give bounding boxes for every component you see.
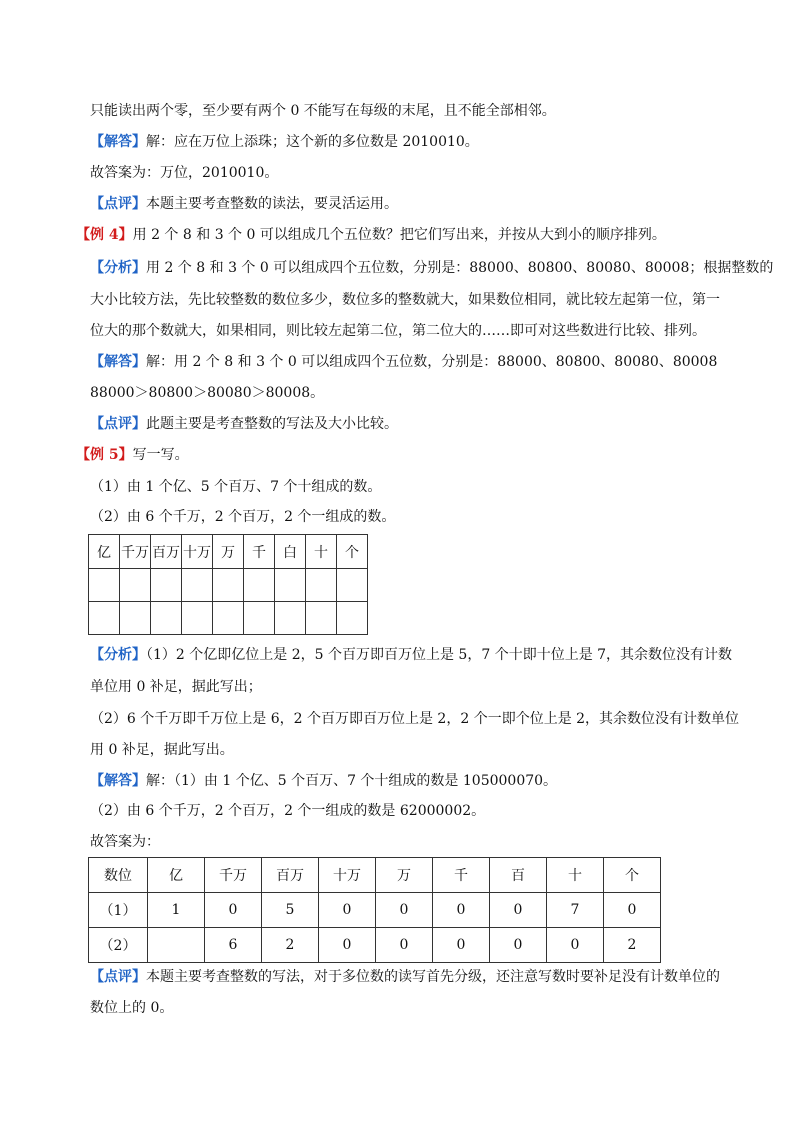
table-header-cell: 百万 bbox=[151, 535, 182, 569]
table-cell bbox=[148, 928, 205, 963]
answer-text: 解：（1）由 1 个亿、5 个百万、7 个十组成的数是 105000070。 bbox=[146, 773, 558, 789]
example-4-heading bbox=[76, 225, 666, 245]
answer-tag: 【解答】 bbox=[90, 134, 146, 150]
answer-text: 解：用 2 个 8 和 3 个 0 可以组成四个五位数，分别是：88000、80800、80080、80008 bbox=[146, 354, 718, 370]
table-cell: 2 bbox=[262, 928, 319, 963]
table-header-cell: 十 bbox=[306, 535, 337, 569]
table-cell bbox=[275, 569, 306, 602]
analysis-text: （1）2 个亿即亿位上是 2，5 个百万即百万位上是 5，7 个十即十位上是 7，其余数位没有计数 bbox=[146, 647, 733, 663]
paragraph-line: （2）由 6 个千万，2 个百万，2 个一组成的数是 62000002。 bbox=[90, 803, 486, 819]
table-cell bbox=[306, 602, 337, 635]
table-header-cell: 百万 bbox=[262, 858, 319, 893]
table-cell bbox=[213, 602, 244, 635]
place-value-table bbox=[88, 534, 368, 635]
answer-tag: 【解答】 bbox=[90, 773, 146, 789]
comment-tag: 【点评】 bbox=[90, 416, 146, 432]
example-5-tag: 【例 5】 bbox=[76, 447, 133, 463]
table-row bbox=[89, 928, 661, 963]
table-cell: 6 bbox=[205, 928, 262, 963]
table-cell: 0 bbox=[490, 893, 547, 928]
paragraph-line: 位大的那个数就大，如果相同，则比较左起第二位，第二位大的……即可对这些数进行比较、排列。 bbox=[90, 323, 706, 339]
paragraph-line: 大小比较方法，先比较整数的数位多少，数位多的整数就大，如果数位相同，就比较左起第一位，第一 bbox=[90, 292, 720, 308]
answer-tag: 【解答】 bbox=[90, 354, 146, 370]
table-row bbox=[89, 535, 368, 569]
comment-line bbox=[90, 967, 720, 987]
table-cell: 0 bbox=[319, 928, 376, 963]
table-cell: 0 bbox=[376, 928, 433, 963]
table-header-cell: 个 bbox=[337, 535, 368, 569]
table-header-cell: 千 bbox=[244, 535, 275, 569]
table-cell bbox=[120, 569, 151, 602]
table-header-cell: 千万 bbox=[120, 535, 151, 569]
table-cell: 5 bbox=[262, 893, 319, 928]
table-cell bbox=[244, 602, 275, 635]
table-header-cell: 千万 bbox=[205, 858, 262, 893]
table-header-cell: 万 bbox=[376, 858, 433, 893]
table-cell: 2 bbox=[604, 928, 661, 963]
paragraph-line: 故答案为： bbox=[90, 834, 160, 850]
table-cell: （1） bbox=[89, 893, 148, 928]
answer-line bbox=[90, 352, 717, 372]
table-header-cell: 数位 bbox=[89, 858, 148, 893]
table-cell bbox=[244, 569, 275, 602]
table-cell bbox=[306, 569, 337, 602]
paragraph-line: 故答案为：万位，2010010。 bbox=[90, 165, 279, 181]
comment-text: 此题主要是考查整数的写法及大小比较。 bbox=[146, 416, 398, 432]
table-header-cell: 十 bbox=[547, 858, 604, 893]
paragraph-line: 数位上的 0。 bbox=[90, 1000, 174, 1016]
table-header-cell: 千 bbox=[433, 858, 490, 893]
paragraph-line: （2）6 个千万即千万位上是 6，2 个百万即百万位上是 2，2 个一即个位上是 2，其余数位没有计数单位 bbox=[90, 711, 740, 727]
table-cell: 0 bbox=[490, 928, 547, 963]
answer-table bbox=[88, 857, 661, 963]
table-row bbox=[89, 858, 661, 893]
table-header-cell: 白 bbox=[275, 535, 306, 569]
table-row bbox=[89, 569, 368, 602]
table-header-cell: 万 bbox=[213, 535, 244, 569]
table-header-cell: 亿 bbox=[89, 535, 120, 569]
analysis-text: 用 2 个 8 和 3 个 0 可以组成四个五位数，分别是：88000、80800、80080、80008；根据整数的 bbox=[146, 260, 774, 276]
table-cell: 0 bbox=[376, 893, 433, 928]
analysis-tag: 【分析】 bbox=[90, 260, 146, 276]
comment-line bbox=[90, 414, 398, 434]
comment-tag: 【点评】 bbox=[90, 969, 146, 985]
table-cell bbox=[182, 569, 213, 602]
table-row bbox=[89, 893, 661, 928]
example-5-heading bbox=[76, 445, 189, 465]
comment-text: 本题主要考查整数的读法，要灵活运用。 bbox=[146, 196, 398, 212]
table-cell bbox=[337, 569, 368, 602]
example-5-text: 写一写。 bbox=[132, 447, 189, 463]
answer-line bbox=[90, 771, 557, 791]
answer-line bbox=[90, 132, 479, 152]
analysis-line bbox=[90, 645, 732, 665]
table-header-cell: 百 bbox=[490, 858, 547, 893]
paragraph-line: 只能读出两个零，至少要有两个 0 不能写在每级的末尾，且不能全部相邻。 bbox=[90, 103, 556, 119]
example-4-tag: 【例 4】 bbox=[76, 227, 133, 243]
table-cell: 0 bbox=[604, 893, 661, 928]
table-cell bbox=[182, 602, 213, 635]
paragraph-line: （1）由 1 个亿、5 个百万、7 个十组成的数。 bbox=[90, 479, 382, 495]
table-cell bbox=[89, 602, 120, 635]
table-cell: 0 bbox=[433, 928, 490, 963]
table-header-cell: 亿 bbox=[148, 858, 205, 893]
table-cell bbox=[275, 602, 306, 635]
table-cell: 0 bbox=[205, 893, 262, 928]
comment-line bbox=[90, 194, 398, 214]
analysis-tag: 【分析】 bbox=[90, 647, 146, 663]
paragraph-line: 单位用 0 补足，据此写出； bbox=[90, 679, 262, 695]
table-cell bbox=[89, 569, 120, 602]
comment-text: 本题主要考查整数的写法，对于多位数的读写首先分级，还注意写数时要补足没有计数单位的 bbox=[146, 969, 720, 985]
table-cell: 0 bbox=[319, 893, 376, 928]
table-header-cell: 个 bbox=[604, 858, 661, 893]
table-cell bbox=[213, 569, 244, 602]
paragraph-line: 用 0 补足，据此写出。 bbox=[90, 742, 234, 758]
table-cell: 7 bbox=[547, 893, 604, 928]
table-cell: （2） bbox=[89, 928, 148, 963]
table-header-cell: 十万 bbox=[319, 858, 376, 893]
comment-tag: 【点评】 bbox=[90, 196, 146, 212]
answer-text: 解：应在万位上添珠；这个新的多位数是 2010010。 bbox=[146, 134, 479, 150]
table-cell: 0 bbox=[433, 893, 490, 928]
table-cell: 1 bbox=[148, 893, 205, 928]
paragraph-line: 88000＞80800＞80080＞80008。 bbox=[90, 385, 325, 401]
analysis-line bbox=[90, 258, 773, 278]
table-cell bbox=[151, 602, 182, 635]
table-cell bbox=[337, 602, 368, 635]
table-header-cell: 十万 bbox=[182, 535, 213, 569]
table-cell bbox=[120, 602, 151, 635]
example-4-text: 用 2 个 8 和 3 个 0 可以组成几个五位数？把它们写出来，并按从大到小的顺序排列。 bbox=[132, 227, 666, 243]
paragraph-line: （2）由 6 个千万，2 个百万，2 个一组成的数。 bbox=[90, 509, 396, 525]
table-row bbox=[89, 602, 368, 635]
table-cell: 0 bbox=[547, 928, 604, 963]
table-cell bbox=[151, 569, 182, 602]
